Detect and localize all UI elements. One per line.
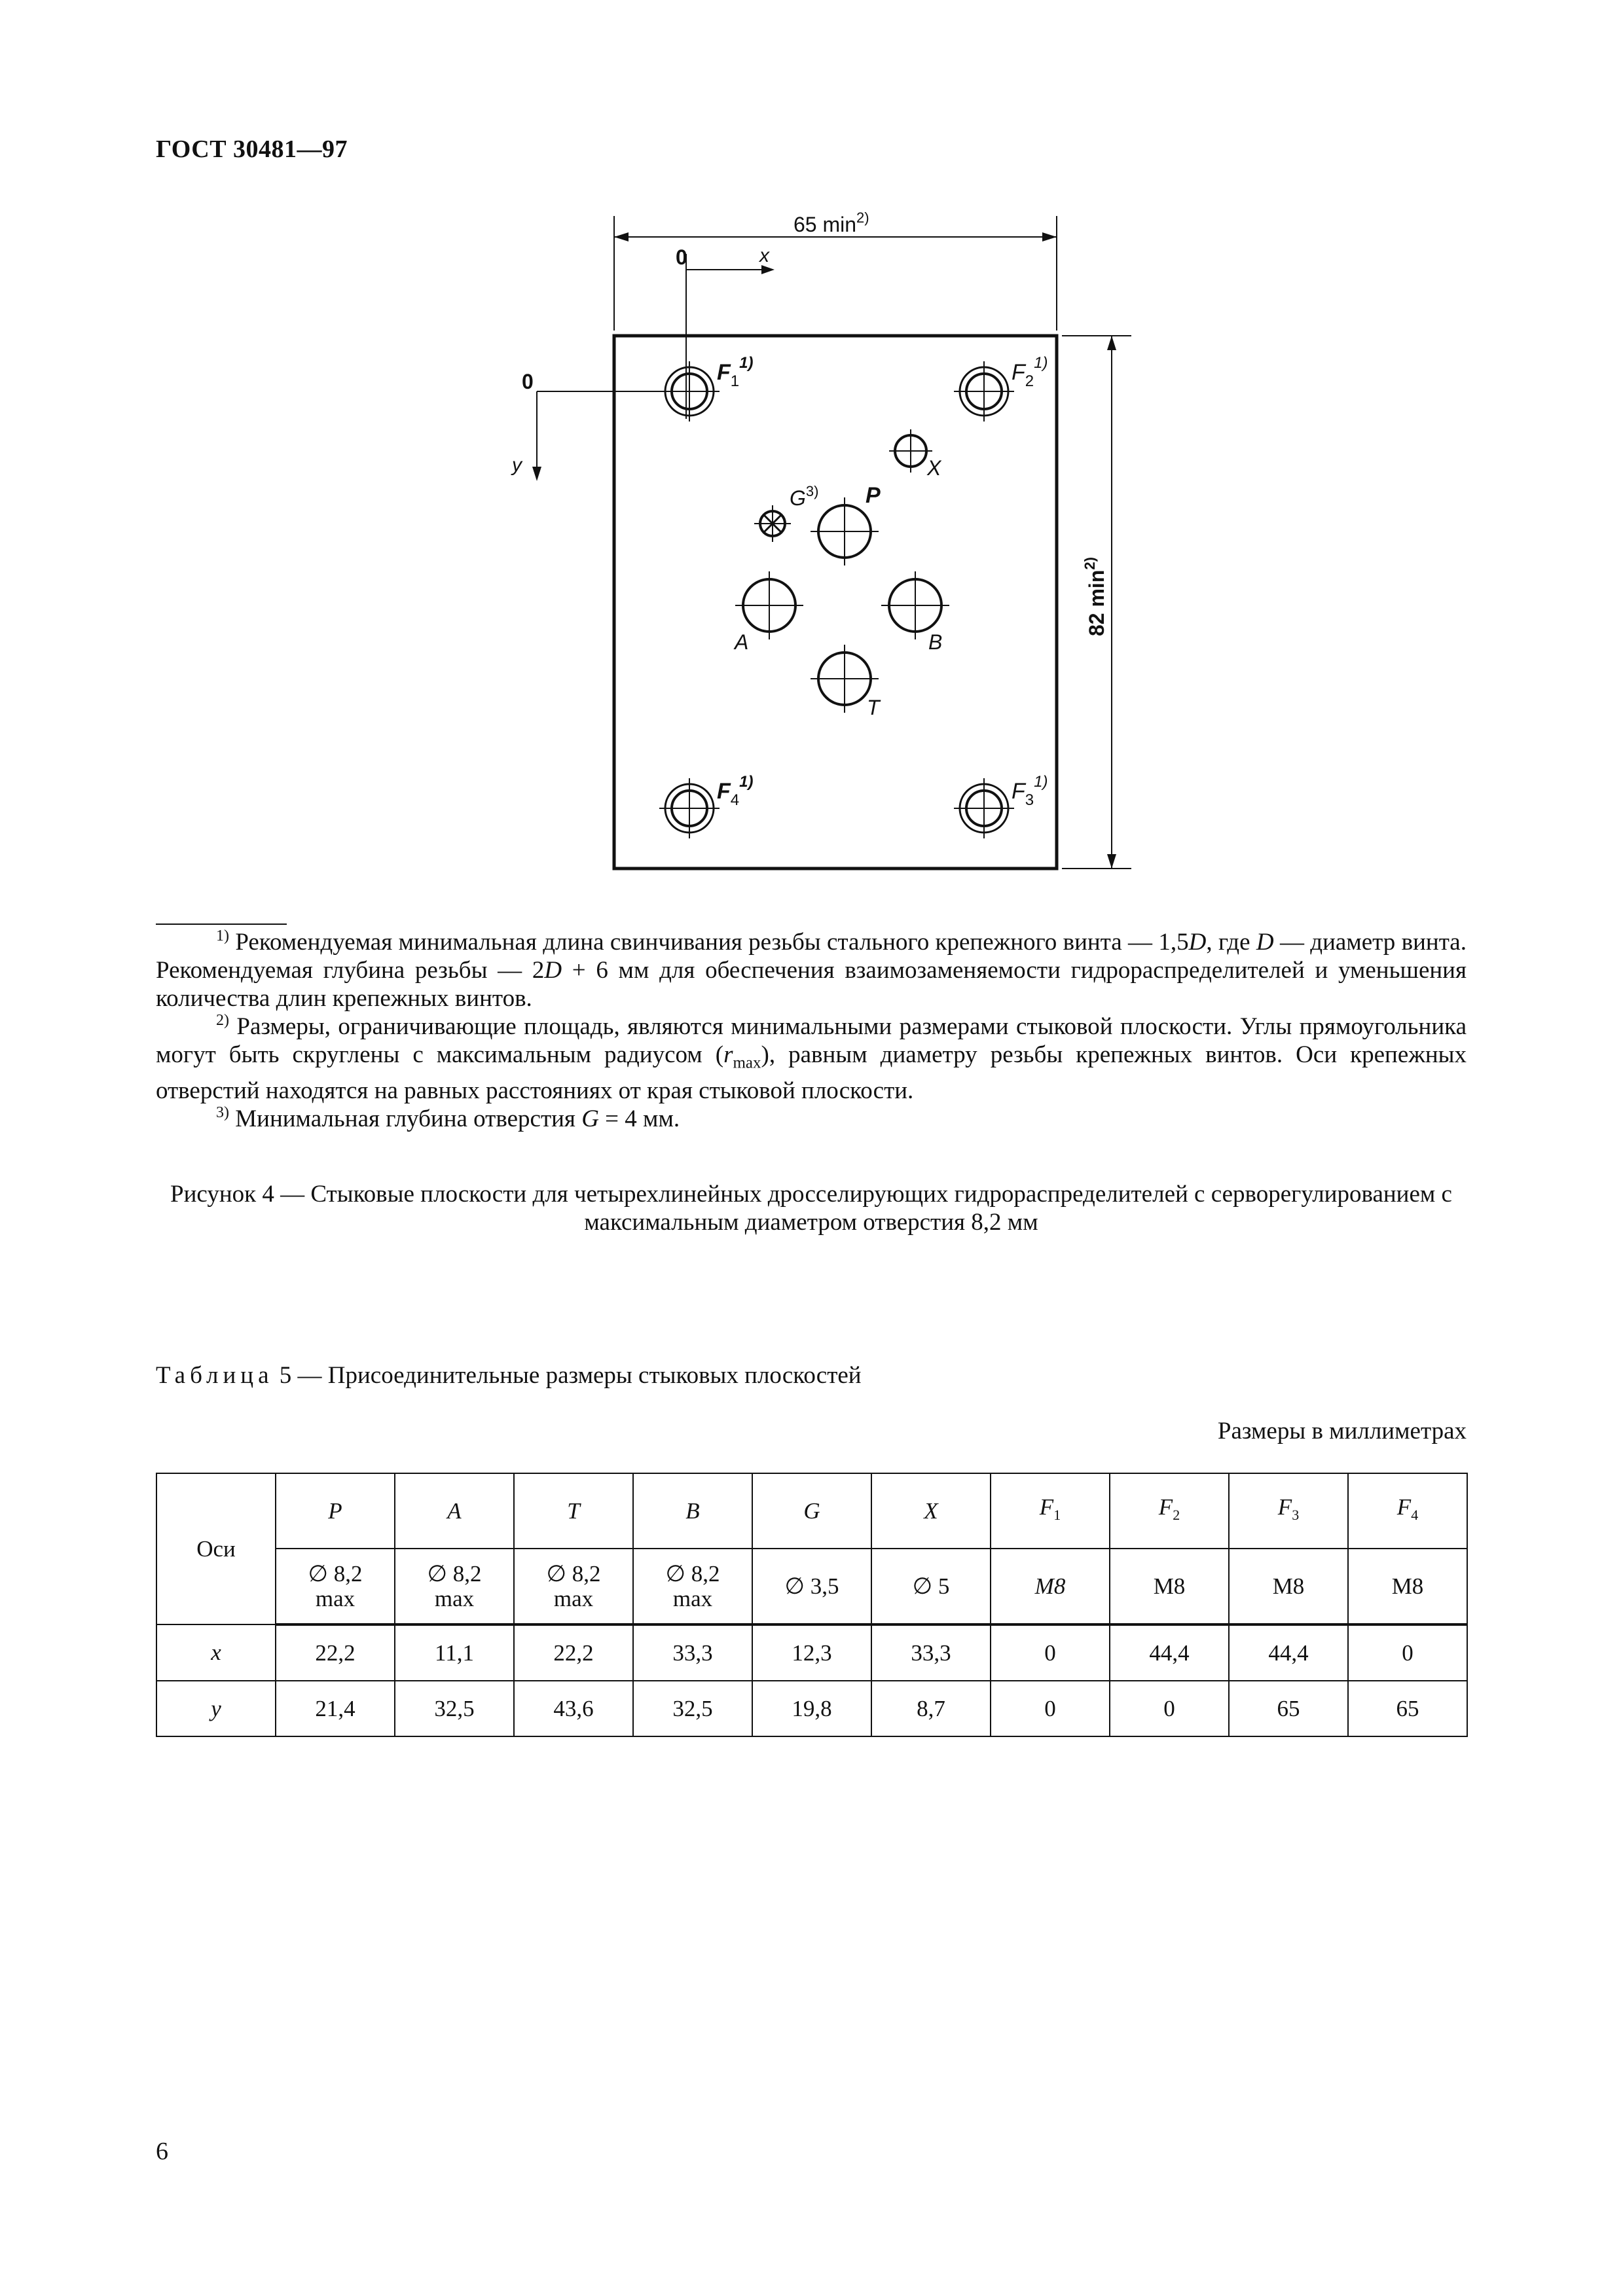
spec-cell: ∅ 8,2 max [514, 1549, 633, 1624]
col-header-p: P [276, 1473, 395, 1549]
footnote-separator [156, 924, 287, 925]
page-number: 6 [156, 2138, 168, 2165]
label-a: A [735, 630, 749, 654]
spec-cell: M8 [1348, 1549, 1467, 1624]
axis-y-label: y [512, 454, 522, 476]
col-header-t: T [514, 1473, 633, 1549]
hole-g [754, 505, 791, 542]
table-row-x [156, 1624, 1467, 1681]
col-header-f1: $F_1$ [991, 1473, 1110, 1549]
spec-cell: ∅ 5 [871, 1549, 991, 1624]
spec-cell: ∅ 3,5 [752, 1549, 871, 1624]
value-cell: 43,6 [514, 1681, 633, 1736]
label-t: T [867, 696, 880, 719]
spec-cell: ∅ 8,2 max [395, 1549, 514, 1624]
col-header-a: A [395, 1473, 514, 1549]
axis-label-x: x [156, 1624, 276, 1681]
value-cell: 0 [1348, 1624, 1467, 1681]
table-row-y [156, 1681, 1467, 1736]
axis-x-label: x [759, 245, 769, 266]
mounting-surface-drawing [0, 0, 1623, 890]
dimensions-table [156, 1473, 1468, 1737]
value-cell: 65 [1229, 1681, 1348, 1736]
label-g: $G^{3)}$ [790, 483, 819, 510]
label-f2: $F_2^{1)}$ [1012, 354, 1048, 390]
value-cell: 65 [1348, 1681, 1467, 1736]
hole-b [881, 571, 949, 639]
spec-cell: M8 [1110, 1549, 1229, 1624]
col-header-b: B [633, 1473, 752, 1549]
footnote-3: $^{3)}$ Минимальная глубина отверстия G = 4 мм. [216, 1104, 680, 1133]
value-cell: 11,1 [395, 1624, 514, 1681]
value-cell: 22,2 [276, 1624, 395, 1681]
col-header-g: G [752, 1473, 871, 1549]
origin-x-label: 0 [676, 245, 687, 269]
spec-cell: ∅ 8,2 max [633, 1549, 752, 1624]
label-f3: $F_3^{1)}$ [1012, 773, 1048, 809]
hole-f2 [954, 361, 1014, 422]
hole-f1 [659, 361, 720, 422]
axes-header: Оси [156, 1473, 276, 1624]
table-header-row [156, 1473, 1467, 1549]
value-cell: 44,4 [1110, 1624, 1229, 1681]
value-cell: 8,7 [871, 1681, 991, 1736]
label-b: B [928, 630, 943, 654]
value-cell: 0 [991, 1624, 1110, 1681]
footnote-1: $^{1)}$ Рекомендуемая минимальная длина свинчивания резьбы стального крепежного винта — 1,5D, где D — диаметр винта. Рекомендуемая глубина резьбы — 2D + 6 мм для обеспечения взаимозаменяемости гидрораспределителей и уменьшения количества длин крепежных винтов. [156, 927, 1467, 1012]
hole-a [735, 571, 803, 639]
value-cell: 33,3 [633, 1624, 752, 1681]
figure-caption: Рисунок 4 — Стыковые плоскости для четырехлинейных дросселирующих гидрораспределителей с серворегулированием с максимальным диаметром отверстия 8,2 мм [170, 1181, 1452, 1236]
units-note: Размеры в миллиметрах [1217, 1418, 1467, 1444]
col-header-f3: $F_3$ [1229, 1473, 1348, 1549]
label-f4: $F_4^{1)}$ [717, 773, 754, 809]
value-cell: 21,4 [276, 1681, 395, 1736]
col-header-x: X [871, 1473, 991, 1549]
hole-f4 [659, 778, 720, 838]
table-spec-row [156, 1549, 1467, 1624]
origin-y-label: 0 [522, 370, 534, 393]
value-cell: 22,2 [514, 1624, 633, 1681]
value-cell: 33,3 [871, 1624, 991, 1681]
value-cell: 12,3 [752, 1624, 871, 1681]
value-cell: 19,8 [752, 1681, 871, 1736]
width-dimension-label: 65 $\min^{2)}$ [793, 209, 869, 236]
value-cell: 32,5 [633, 1681, 752, 1736]
axis-label-y: y [156, 1681, 276, 1736]
spec-cell: ∅ 8,2 max [276, 1549, 395, 1624]
spec-cell: M8 [1229, 1549, 1348, 1624]
value-cell: 44,4 [1229, 1624, 1348, 1681]
label-f1: $F_1^{1)}$ [717, 354, 754, 390]
col-header-f2: $F_2$ [1110, 1473, 1229, 1549]
footnotes [156, 928, 1467, 1133]
value-cell: 0 [1110, 1681, 1229, 1736]
col-header-f4: $F_4$ [1348, 1473, 1467, 1549]
hole-f3 [954, 778, 1014, 838]
label-x: X [927, 456, 941, 480]
value-cell: 0 [991, 1681, 1110, 1736]
hole-x [889, 429, 932, 473]
document-header: ГОСТ 30481—97 [156, 135, 348, 163]
spec-cell: M8 [991, 1549, 1110, 1624]
table-title: Таблица 5 — Присоединительные размеры стыковых плоскостей [156, 1362, 862, 1389]
footnote-2: $^{2)}$ Размеры, ограничивающие площадь, являются минимальными размерами стыковой плоскости. Углы прямоугольника могут быть скруглены с максимальным радиусом $(r_{max})$, равным диаметру резьбы крепежных винтов. Оси крепежных отверстий находятся на равных расстояниях от края стыковой плоскости. [156, 1012, 1467, 1105]
label-p: P [866, 483, 881, 508]
value-cell: 32,5 [395, 1681, 514, 1736]
height-dimension-label: 82 $\min^{2)}$ [1082, 557, 1108, 636]
